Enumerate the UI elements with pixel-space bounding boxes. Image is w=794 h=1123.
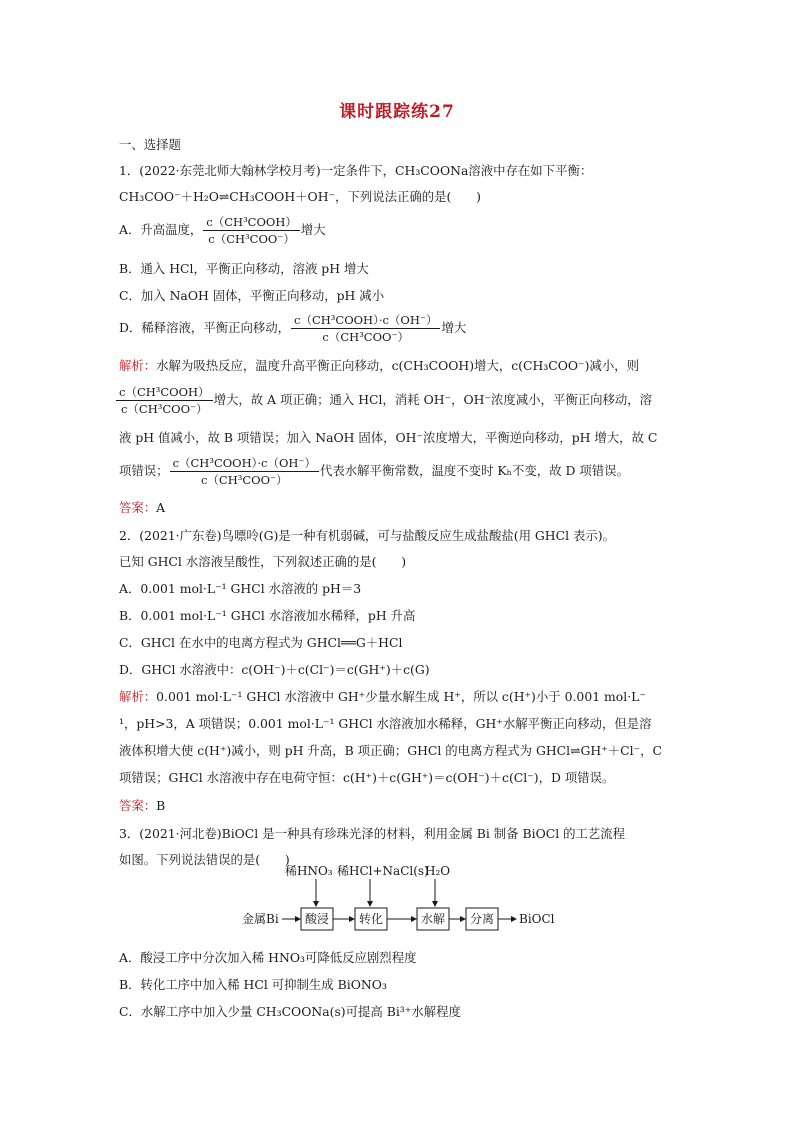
explanation-fraction	[170, 456, 319, 487]
fraction-numerator: c（CH³COOH）	[203, 215, 300, 231]
flow-step-1: 酸浸	[305, 912, 330, 926]
flow-end-label: BiOCl	[519, 912, 555, 926]
explanation-text: 代表水解平衡常数，温度不变时 Kₕ不变，故 D 项错误。	[320, 463, 629, 478]
q2-explanation-line2: ¹，pH>3，A 项错误；0.001 mol·L⁻¹ GHCl 水溶液加水稀释，GH⁺水解平衡正向移动，但是溶	[119, 716, 652, 731]
q2-explanation-line1	[119, 689, 646, 705]
explanation-text: 项错误；	[119, 463, 169, 478]
q3-option-a: A．酸浸工序中分次加入稀 HNO₃可降低反应剧烈程度	[119, 950, 417, 965]
fraction-denominator: c（CH³COO⁻）	[200, 473, 288, 487]
flow-step-4: 分离	[470, 912, 495, 926]
explanation-text: 0.001 mol·L⁻¹ GHCl 水溶液中 GH⁺少量水解生成 H⁺，所以 c(H⁺)小于 0.001 mol·L⁻	[156, 689, 646, 704]
q1-answer	[119, 500, 165, 516]
flow-reagent-1: 稀HNO₃	[285, 864, 333, 878]
q3-stem-line1: 3．(2021·河北卷)BiOCl 是一种具有珍珠光泽的材料，利用金属 Bi 制备 BiOCl 的工艺流程	[119, 826, 626, 841]
q1-stem-line1: 1．(2022·东莞北师大翰林学校月考)一定条件下，CH₃COONa溶液中存在如下平衡：	[119, 163, 593, 178]
fraction-denominator: c（CH³COO⁻）	[322, 330, 410, 344]
explanation-fraction	[116, 385, 213, 416]
q2-option-d: D．GHCl 水溶液中：c(OH⁻)＋c(Cl⁻)＝c(GH⁺)＋c(G)	[119, 662, 430, 677]
q2-option-c: C．GHCl 在水中的电离方程式为 GHCl══G＋HCl	[119, 635, 403, 650]
fraction-denominator: c（CH³COO⁻）	[208, 232, 295, 246]
fraction-numerator: c（CH³COOH）·c（OH⁻）	[170, 456, 319, 472]
fraction-numerator: c（CH³COOH）·c（OH⁻）	[291, 313, 440, 329]
q2-explanation-line4: 项错误；GHCl 水溶液中存在电荷守恒：c(H⁺)＋c(GH⁺)＝c(OH⁻)＋c(Cl⁻)，D 项错误。	[119, 770, 615, 785]
fraction-numerator: c（CH³COOH）	[116, 385, 213, 401]
process-flow-diagram	[240, 851, 560, 937]
q1-explanation-line1	[119, 358, 639, 374]
q3-option-c: C．水解工序中加入少量 CH₃COONa(s)可提高 Bi³⁺水解程度	[119, 1004, 461, 1019]
explanation-text: 水解为吸热反应，温度升高平衡正向移动，c(CH₃COOH)增大，c(CH₃COO⁻)减小，则	[156, 358, 639, 373]
q2-stem-line2: 已知 GHCl 水溶液呈酸性，下列叙述正确的是( )	[119, 554, 407, 569]
section-heading: 一、选择题	[119, 137, 181, 152]
q1-explanation-line4	[119, 456, 629, 487]
explanation-label: 解析：	[119, 689, 157, 704]
q2-stem-line1: 2．(2021·广东卷)鸟嘌呤(G)是一种有机弱碱，可与盐酸反应生成盐酸盐(用 GHCl 表示)。	[119, 528, 615, 543]
q2-option-b: B．0.001 mol·L⁻¹ GHCl 水溶液加水稀释，pH 升高	[119, 608, 416, 623]
flow-step-3: 水解	[421, 912, 446, 926]
q1-option-d-fraction	[291, 313, 440, 344]
explanation-text: 增大，故 A 项正确；通入 HCl，消耗 OH⁻，OH⁻浓度减小，平衡正向移动，溶	[213, 392, 653, 407]
q1-option-c: C．加入 NaOH 固体，平衡正向移动，pH 减小	[119, 288, 385, 303]
q1-option-a-suffix: 增大	[300, 222, 326, 237]
flow-reagent-2: 稀HCl+NaCl(s)	[337, 864, 429, 878]
answer-value: A	[156, 500, 166, 515]
page-title: 课时跟踪练27	[339, 102, 455, 122]
flow-start-label: 金属Bi	[242, 912, 279, 926]
q1-option-a-text: A．升高温度，	[119, 222, 203, 237]
q1-option-d-text: D．稀释溶液，平衡正向移动，	[119, 320, 291, 335]
q1-option-a-fraction	[203, 215, 300, 246]
q3-option-b: B．转化工序中加入稀 HCl 可抑制生成 BiONO₃	[119, 977, 387, 992]
q1-explanation-line3: 液 pH 值减小，故 B 项错误；加入 NaOH 固体，OH⁻浓度增大，平衡逆向移动，pH 增大，故 C	[119, 430, 658, 445]
fraction-denominator: c（CH³COO⁻）	[120, 402, 208, 416]
answer-value: B	[156, 798, 166, 813]
q2-explanation-line3: 液体积增大使 c(H⁺)减小，则 pH 升高，B 项正确；GHCl 的电离方程式为 GHCl⇌GH⁺＋Cl⁻，C	[119, 743, 662, 758]
answer-label: 答案：	[119, 500, 157, 515]
answer-label: 答案：	[119, 798, 157, 813]
q2-answer	[119, 798, 165, 814]
q2-option-a: A．0.001 mol·L⁻¹ GHCl 水溶液的 pH＝3	[119, 581, 362, 596]
q1-explanation-line2	[119, 385, 652, 416]
explanation-label: 解析：	[119, 358, 157, 373]
flow-reagent-3: H₂O	[425, 864, 451, 878]
flow-step-2: 转化	[359, 912, 384, 926]
q1-option-d	[119, 313, 466, 344]
q1-stem-line2: CH₃COO⁻＋H₂O⇌CH₃COOH＋OH⁻，下列说法正确的是( )	[119, 189, 482, 204]
q1-option-a	[119, 215, 326, 246]
q1-option-b: B．通入 HCl，平衡正向移动，溶液 pH 增大	[119, 261, 369, 276]
q3-stem-line2: 如图。下列说法错误的是( )	[119, 852, 290, 867]
q1-option-d-suffix: 增大	[441, 320, 467, 335]
